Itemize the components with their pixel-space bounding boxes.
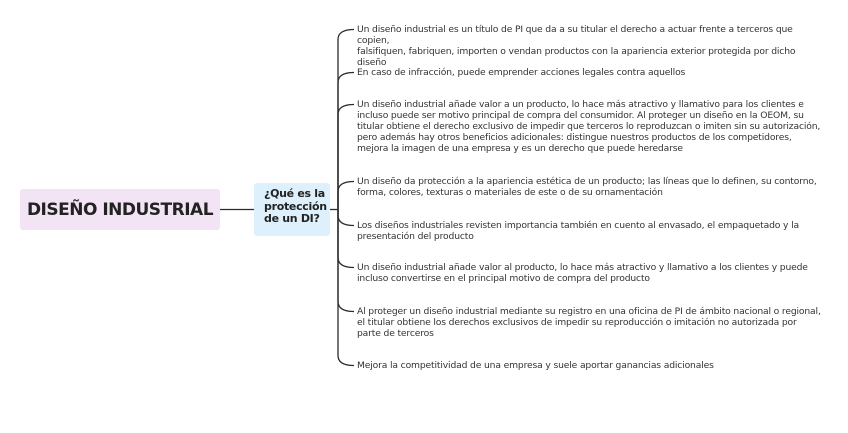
branch-connector-4 <box>338 182 354 210</box>
leaf-node-3[interactable]: Un diseño industrial añade valor a un producto, lo hace más atractivo y llamativo para los clientes e incluso puede ser motivo principal de compra del consumidor. Al proteger un diseño en la OEOM, su titular obtiene el derecho exclusivo de impedir que terceros lo reproduzcan o imiten sin su autorización, pero además hay otros beneficios adicionales: distingue nuestros productos de los competidores, mejora la imagen de una empresa y es un derecho que puede heredarse <box>357 99 821 154</box>
topic-node-label: ¿Qué es la protección de un DI? <box>264 187 327 225</box>
branch-connector-3 <box>338 105 354 210</box>
leaf-node-4[interactable]: Un diseño da protección a la apariencia estética de un producto; las líneas que lo definen, su contorno, forma, colores, texturas o materiales de este o de su ornamentación <box>357 176 817 198</box>
branch-curves <box>338 30 354 366</box>
branch-connector-6 <box>338 210 354 268</box>
leaf-node-7[interactable]: Al proteger un diseño industrial mediante su registro en una oficina de PI de ámbito nacional o regional, el titular obtiene los derechos exclusivos de impedir su reproducción o imitación no autorizada por parte de terceros <box>357 306 821 339</box>
branch-connector-5 <box>338 210 354 226</box>
root-node[interactable] <box>20 189 220 230</box>
branch-connector-2 <box>338 73 354 210</box>
root-node-label: DISEÑO INDUSTRIAL <box>26 199 214 220</box>
branch-connector-8 <box>338 210 354 366</box>
leaf-node-8[interactable]: Mejora la competitividad de una empresa y suele aportar ganancias adicionales <box>357 360 714 371</box>
leaf-node-2[interactable]: En caso de infracción, puede emprender acciones legales contra aquellos <box>357 67 686 78</box>
leaf-node-1[interactable]: Un diseño industrial es un título de PI que da a su titular el derecho a actuar frente a terceros que copien, falsifiquen, fabriquen, importen o vendan productos con la apariencia exterior protegida por dicho diseño <box>357 24 796 68</box>
leaf-node-5[interactable]: Los diseños industriales revisten importancia también en cuento al envasado, el empaquetado y la presentación del producto <box>357 220 799 242</box>
topic-node[interactable] <box>254 183 330 236</box>
leaf-node-6[interactable]: Un diseño industrial añade valor al producto, lo hace más atractivo y llamativo a los clientes y puede incluso convertirse en el principal motivo de compra del producto <box>357 262 808 284</box>
